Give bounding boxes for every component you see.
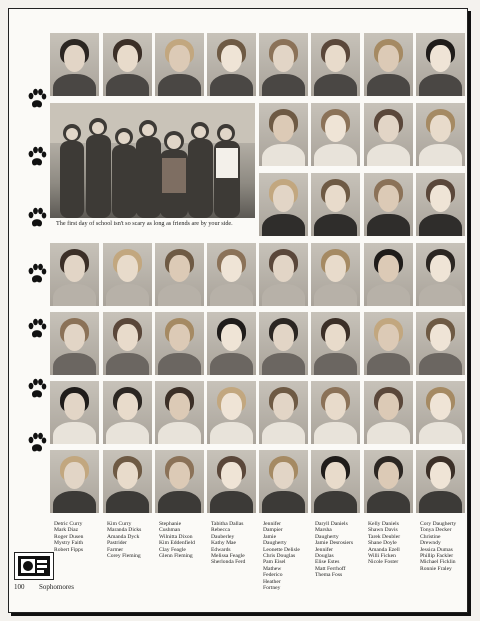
student-name: Pam Eisel [263,559,286,566]
student-name: Robert Fipps [54,546,84,553]
student-portrait [155,381,204,444]
student-portrait [311,103,360,166]
student-portrait [311,312,360,375]
student-name: Tarek Deubler [368,533,401,540]
student-portrait [416,173,465,236]
student-name: Willi Ficken [368,553,396,560]
student-name: Daryll Daniels [315,521,348,527]
student-name: Daugherty [263,540,287,547]
student-name: Pastrider [107,540,127,547]
student-portrait [364,450,413,513]
name-column [159,521,211,559]
paw-print-icon [27,146,47,168]
student-portrait [259,243,308,306]
name-column [420,521,472,572]
student-name: Kim Curry [107,521,132,527]
name-column [54,521,106,553]
student-name: Douglas [315,553,334,560]
student-portrait [259,173,308,236]
group-photo-figures [50,103,255,218]
student-name: Leonette Delisle [263,546,300,553]
student-portrait [207,450,256,513]
student-name: Chris Douglas [263,553,296,560]
student-name: Jessica Dumas [420,546,453,553]
student-portrait [259,33,308,96]
student-name: Mark Diaz [54,527,79,534]
page-number: 100 [14,583,25,591]
paw-print-icon [27,378,47,400]
student-portrait [207,33,256,96]
student-portrait [50,243,99,306]
student-name: Christine [420,533,441,540]
student-name: Fortney [263,585,281,592]
student-portrait [155,243,204,306]
student-name: Kelly Daniels [368,521,399,527]
student-name: Federico [263,572,283,579]
student-portrait [416,103,465,166]
student-portrait [259,450,308,513]
student-name: Wilnitta Dixon [159,533,193,540]
student-portrait [103,312,152,375]
student-portrait [50,450,99,513]
student-name: Tabitha Dallas [211,521,244,527]
student-portrait [364,103,413,166]
student-portrait [50,33,99,96]
student-name: Mathew [263,565,282,572]
student-name: Tonya Decker [420,527,452,534]
student-name: Edwards [211,546,231,553]
student-portrait [259,103,308,166]
student-name: Roger Dusen [54,533,84,540]
student-name: Shane Doyle [368,540,397,547]
section-title: Sophomores [39,583,74,591]
student-name: Jamie [263,533,277,540]
student-name: Maranda Dicks [107,527,142,534]
student-name: Phillip Fackler [420,553,454,560]
student-name: Thema Foss [315,572,343,579]
student-name: Daugherty [315,533,339,540]
paw-print-icon [27,432,47,454]
student-portrait [207,243,256,306]
student-portrait [416,381,465,444]
student-name: Cushman [159,527,181,534]
student-portrait [311,381,360,444]
name-column [107,521,159,559]
student-portrait [416,243,465,306]
student-name: Farmer [107,546,124,553]
student-portrait [103,243,152,306]
paw-print-icon [27,318,47,340]
student-name: Jamie Desrosiers [315,540,354,547]
student-portrait [364,173,413,236]
student-name: Amanda Ezell [368,546,400,553]
student-portrait [50,381,99,444]
paw-print-icon [27,88,47,110]
student-portrait [103,33,152,96]
student-portrait [311,243,360,306]
student-portrait [364,33,413,96]
name-column [211,521,263,566]
student-portrait [259,381,308,444]
student-name: Elise Estes [315,559,340,566]
student-portrait [155,450,204,513]
student-portrait [364,381,413,444]
student-name: Melissa Feagle [211,553,245,560]
group-photo-caption: The first day of school isn't so scary as long as friends are by your side. [56,220,233,227]
student-name: Amanda Dyck [107,533,140,540]
student-portrait [50,312,99,375]
student-name: Drewndy [420,540,441,547]
student-name: Glenn Fleming [159,553,193,560]
student-name: Detric Curry [54,521,83,527]
student-name: Corey Fleming [107,553,141,560]
student-portrait [207,312,256,375]
student-portrait [311,173,360,236]
student-name: Dauberley [211,533,235,540]
name-column [263,521,315,591]
student-name: Sherlonda Ferd [211,559,246,566]
student-name: Shawn Davis [368,527,398,534]
student-name: Kathy Mae [211,540,237,547]
student-name: Kim Eddenfield [159,540,195,547]
student-name: Michael Ficklin [420,559,456,566]
student-name: Mystry Faith [54,540,84,547]
student-portrait [259,312,308,375]
student-name: Cory Daugherty [420,521,457,527]
student-name: Jennifer [315,546,334,553]
student-portrait [103,381,152,444]
student-portrait [103,450,152,513]
student-name: Rebecca [211,527,230,534]
yearbook-logo [14,552,54,580]
student-portrait [311,33,360,96]
paw-print-icon [27,263,47,285]
student-portrait [207,381,256,444]
student-portrait [311,450,360,513]
student-name: Clay Feagle [159,546,186,553]
student-name: Nicole Foster [368,559,399,566]
student-portrait [416,33,465,96]
name-column [315,521,367,579]
student-name: Heather [263,578,281,585]
student-name: Marsha [315,527,332,534]
student-name: Jennifer [263,521,282,527]
student-portrait [416,450,465,513]
student-name: Dampier [263,527,283,534]
group-photo [50,103,255,218]
student-name: Matt Ferrhoff [315,565,346,572]
student-portrait [155,312,204,375]
name-column [368,521,420,566]
student-portrait [364,312,413,375]
student-portrait [364,243,413,306]
paw-print-icon [27,207,47,229]
student-portrait [155,33,204,96]
student-name: Stephanie [159,521,182,527]
student-portrait [416,312,465,375]
student-name: Ronnie Fraley [420,565,452,572]
